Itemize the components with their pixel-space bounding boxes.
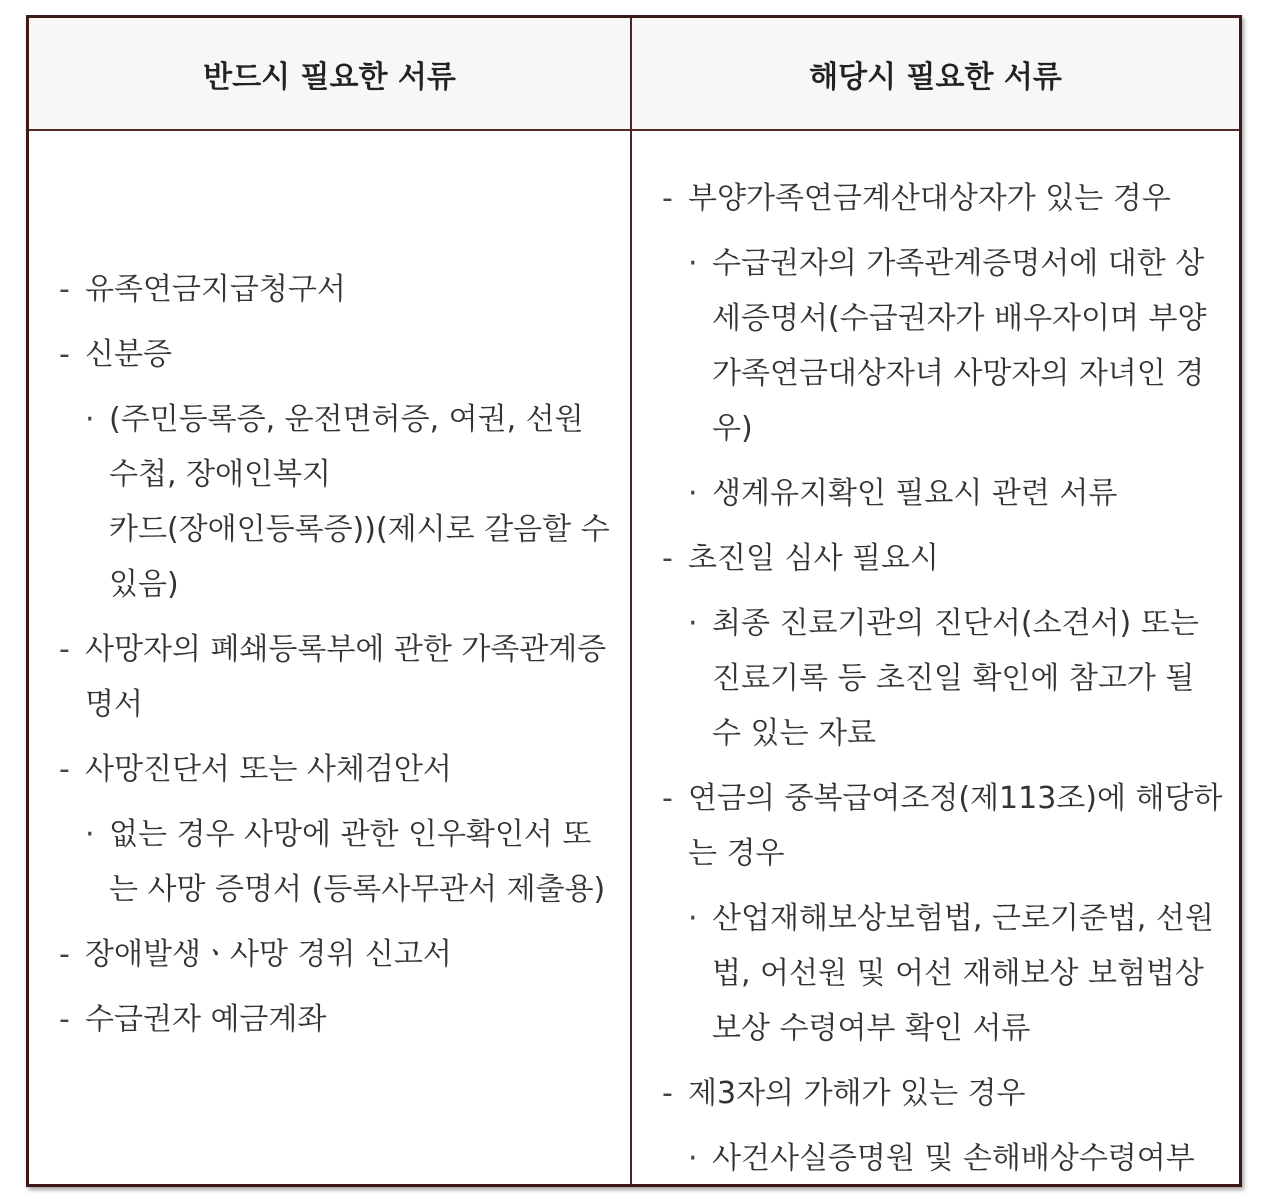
sub-item-text-continued: 카드(장애인등록증))(제시로 갈음할 수 있음) — [109, 511, 610, 602]
list-item — [632, 531, 1239, 586]
required-documents-cell — [29, 131, 630, 1187]
list-item — [29, 742, 630, 797]
dash-bullet: - — [662, 181, 673, 216]
dash-bullet: - — [662, 1076, 673, 1111]
sub-list-item — [632, 236, 1239, 456]
dash-bullet: - — [59, 751, 70, 787]
conditional-documents-cell — [632, 131, 1239, 1187]
sub-item-text: 수급권자의 가족관계증명서에 대한 상세증명서(수급권자가 배우자이며 부양가족연금대상자녀 사망자의 자녀인 경우) — [712, 246, 1207, 446]
list-item — [632, 171, 1239, 226]
list-item-text: 수급권자 예금계좌 — [85, 1001, 327, 1037]
list-item-text: 사망진단서 또는 사체검안서 — [85, 751, 452, 787]
list-item — [29, 927, 630, 982]
sub-item-text: 최종 진료기관의 진단서(소견서) 또는 진료기록 등 초진일 확인에 참고가 될 수 있는 자료 — [712, 606, 1199, 751]
list-item — [29, 262, 630, 317]
sub-list-item — [29, 807, 630, 917]
conditional-documents-list — [632, 171, 1239, 1186]
sub-list-item — [632, 596, 1239, 761]
sub-item-text: 산업재해보상보험법, 근로기준법, 선원법, 어선원 및 어선 재해보상 보험법상 보상 수령여부 확인 서류 — [712, 901, 1214, 1046]
dot-bullet: · — [688, 901, 698, 936]
dot-bullet: · — [85, 816, 95, 852]
dash-bullet: - — [59, 936, 70, 972]
list-item — [29, 992, 630, 1047]
list-item-text: 장애발생ㆍ사망 경위 신고서 — [85, 936, 452, 972]
dash-bullet: - — [662, 781, 673, 816]
list-item-text: 유족연금지급청구서 — [85, 271, 346, 307]
list-item — [29, 622, 630, 732]
list-item-text: 초진일 심사 필요시 — [688, 541, 939, 576]
list-item-text: 사망자의 폐쇄등록부에 관한 가족관계증명서 — [85, 631, 607, 722]
list-item-text: 부양가족연금계산대상자가 있는 경우 — [688, 181, 1171, 216]
dot-bullet: · — [688, 1141, 698, 1176]
sub-list-item — [632, 466, 1239, 521]
dash-bullet: - — [59, 631, 70, 667]
list-item-text: 연금의 중복급여조정(제113조)에 해당하는 경우 — [688, 781, 1223, 871]
dash-bullet: - — [662, 541, 673, 576]
document-table — [26, 15, 1242, 1187]
table-header-row — [29, 18, 1239, 131]
required-documents-list — [29, 262, 630, 1057]
sub-item-text: 없는 경우 사망에 관한 인우확인서 또는 사망 증명서 (등록사무관서 제출용) — [109, 816, 606, 907]
sub-list-item — [632, 1131, 1239, 1186]
sub-item-text: 사건사실증명원 및 손해배상수령여부 — [712, 1141, 1195, 1176]
list-item-text: 신분증 — [85, 336, 172, 372]
list-item — [632, 771, 1239, 881]
dot-bullet: · — [688, 246, 698, 281]
header-required-documents: 반드시 필요한 서류 — [203, 59, 456, 95]
dash-bullet: - — [59, 1001, 70, 1037]
sub-list-item — [29, 392, 630, 612]
dot-bullet: · — [688, 606, 698, 641]
dash-bullet: - — [59, 336, 70, 372]
sub-item-text: 생계유지확인 필요시 관련 서류 — [712, 476, 1118, 511]
list-item — [632, 1066, 1239, 1121]
dash-bullet: - — [59, 271, 70, 307]
list-item-text: 제3자의 가해가 있는 경우 — [688, 1076, 1026, 1111]
dot-bullet: · — [688, 476, 698, 511]
dot-bullet: · — [85, 401, 95, 437]
header-conditional-documents: 해당시 필요한 서류 — [809, 59, 1062, 95]
sub-item-text: (주민등록증, 운전면허증, 여권, 선원수첩, 장애인복지 — [109, 401, 584, 492]
sub-list-item — [632, 891, 1239, 1056]
list-item — [29, 327, 630, 382]
